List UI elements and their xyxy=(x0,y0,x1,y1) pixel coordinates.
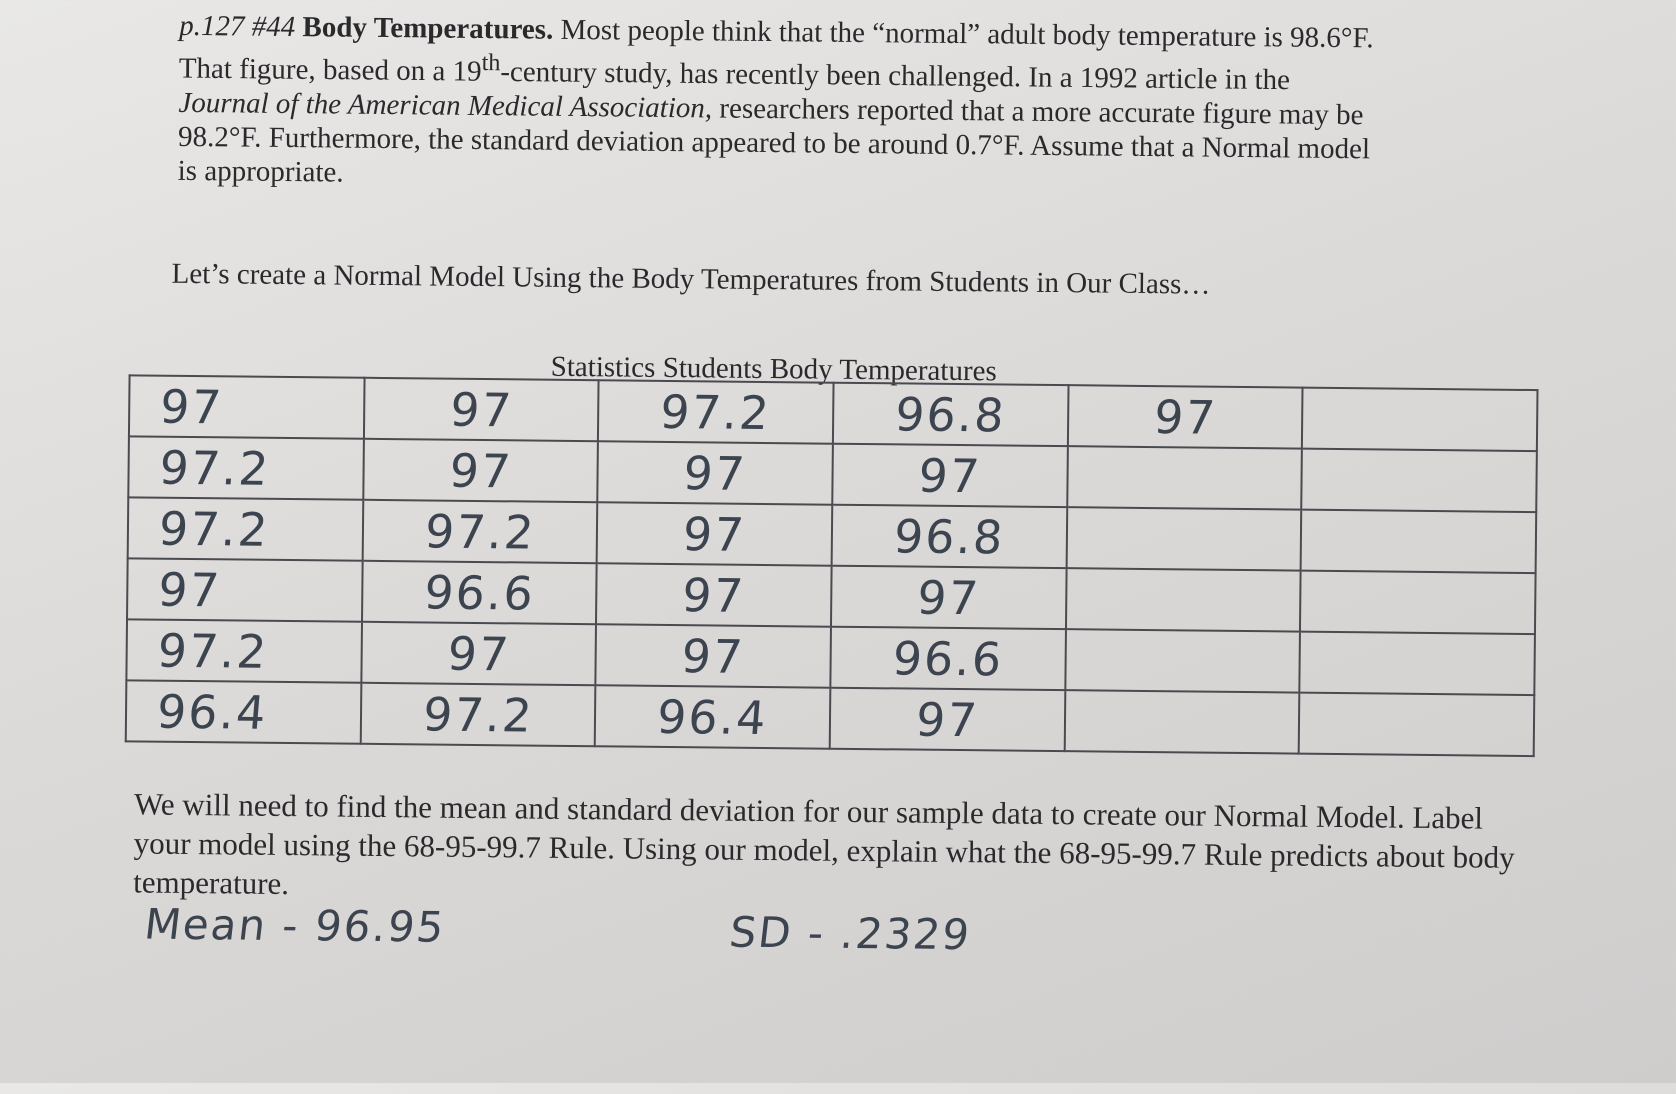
table-cell xyxy=(1300,388,1540,451)
instructions-text: We will need to find the mean and standard deviation for our sample data to create our Normal Model. Label your model using the 68-95-99.7 Rule. Using our model, explain what the 68-95-99.7 Rule predicts about body temperature. xyxy=(133,786,1515,902)
table-cell: 97 xyxy=(359,622,599,685)
table-cell: 97.2 xyxy=(360,500,600,563)
problem-reference: p.127 #44 xyxy=(179,9,296,44)
table-cell: 96.6 xyxy=(828,627,1068,690)
problem-statement xyxy=(178,9,1380,200)
table-cell: 96.4 xyxy=(124,680,364,743)
table-cell xyxy=(1297,693,1537,756)
table-caption: Statistics Students Body Temperatures xyxy=(550,350,997,388)
journal-name: Journal of the American Medical Association, xyxy=(178,86,713,125)
table-cell: 97 xyxy=(361,378,601,441)
table-cell: 96.6 xyxy=(360,561,600,624)
table-cell: 97.2 xyxy=(358,683,598,746)
problem-heading: Body Temperatures. xyxy=(302,11,554,46)
problem-text-3: researchers reported that a more accurate figure may be 98.2°F. Furthermore, the standard deviation appeared to be around 0.7°F. Assume that a Normal model is appropriate. xyxy=(177,92,1371,189)
mean-answer: Mean - 96.95 xyxy=(141,899,449,952)
table-cell: 97 xyxy=(1065,385,1305,448)
problem-superscript: th xyxy=(481,49,501,77)
table-cell: 97 xyxy=(829,566,1069,629)
table-cell xyxy=(1299,449,1539,512)
table-cell: 97 xyxy=(595,441,835,504)
table-cell: 97 xyxy=(127,375,367,438)
table-cell: 97 xyxy=(830,444,1070,507)
table-cell xyxy=(1063,629,1303,692)
table-cell: 97.2 xyxy=(126,497,366,560)
table-cell xyxy=(1299,510,1539,573)
temperature-table xyxy=(125,374,1539,757)
problem-text-1: Most people think that the “normal” adult body temperature is 98.6°F. That figure, based on a 19 xyxy=(178,13,1374,88)
table-cell: 96.4 xyxy=(593,685,833,748)
class-prompt: Let’s create a Normal Model Using the Body Temperatures from Students in Our Class… xyxy=(171,257,1211,301)
table-cell xyxy=(1063,568,1303,631)
table-cell: 97.2 xyxy=(596,380,836,443)
table-cell: 97 xyxy=(828,688,1068,751)
table-cell: 97.2 xyxy=(126,436,366,499)
table-cell: 97 xyxy=(361,439,601,502)
table-cell: 97 xyxy=(595,502,835,565)
table-cell: 96.8 xyxy=(829,505,1069,568)
problem-text-2: -century study, has recently been challenged. In a 1992 article in the xyxy=(500,55,1291,97)
sd-answer: SD - .2329 xyxy=(726,907,974,960)
table-cell: 97 xyxy=(125,558,365,621)
table-cell: 97 xyxy=(594,563,834,626)
table-cell xyxy=(1065,446,1305,509)
table-cell xyxy=(1297,632,1537,695)
table-cell xyxy=(1298,571,1538,634)
table-cell: 97.2 xyxy=(124,619,364,682)
table-cell xyxy=(1062,690,1302,753)
table-cell: 97 xyxy=(594,624,834,687)
table-cell xyxy=(1064,507,1304,570)
table-cell: 96.8 xyxy=(831,383,1071,446)
